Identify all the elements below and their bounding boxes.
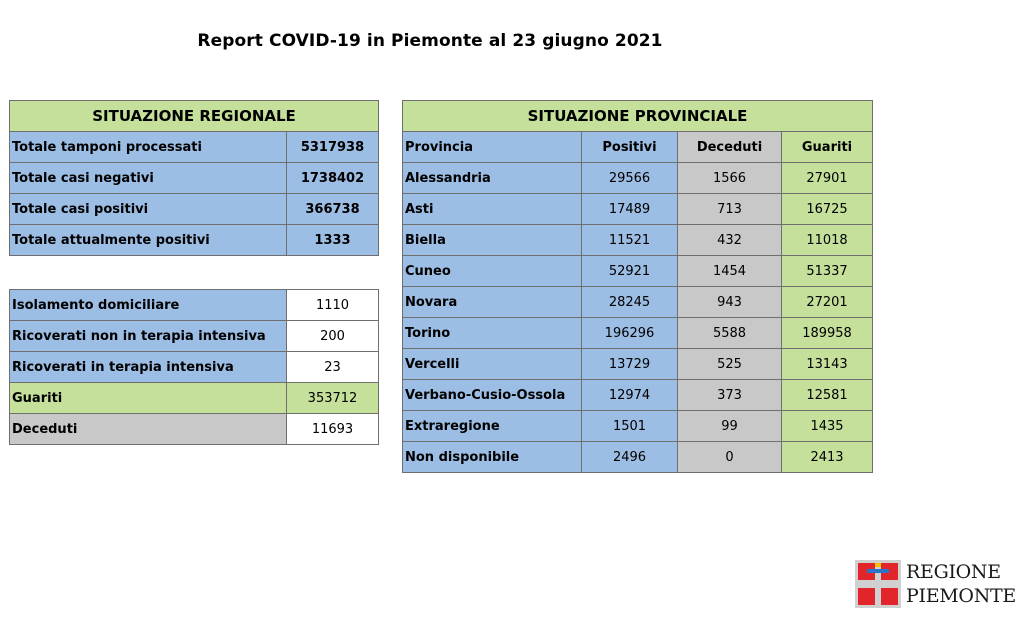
- table-row: [403, 380, 873, 411]
- row-label: Deceduti: [10, 414, 287, 445]
- table-row: [10, 225, 379, 256]
- table-row: [10, 414, 379, 445]
- provincial-table: [402, 100, 873, 473]
- cell-guariti: 189958: [782, 318, 873, 349]
- cell-provincia: Novara: [403, 287, 582, 318]
- cell-guariti: 16725: [782, 194, 873, 225]
- row-value: 366738: [287, 194, 379, 225]
- row-label: Ricoverati non in terapia intensiva: [10, 321, 287, 352]
- regione-piemonte-logo: [855, 560, 1015, 610]
- cell-guariti: 51337: [782, 256, 873, 287]
- table-row: [10, 194, 379, 225]
- cell-guariti: 27901: [782, 163, 873, 194]
- column-header-positivi: Positivi: [582, 132, 678, 163]
- cell-provincia: Cuneo: [403, 256, 582, 287]
- cell-positivi: 2496: [582, 442, 678, 473]
- row-label: Isolamento domiciliare: [10, 290, 287, 321]
- cell-provincia: Alessandria: [403, 163, 582, 194]
- regional-summary-table: [9, 100, 379, 256]
- table-row: [10, 383, 379, 414]
- cell-guariti: 12581: [782, 380, 873, 411]
- emblem-graphic: [855, 560, 901, 608]
- cell-deceduti: 713: [678, 194, 782, 225]
- cell-deceduti: 0: [678, 442, 782, 473]
- cell-guariti: 2413: [782, 442, 873, 473]
- table-row: [10, 352, 379, 383]
- table-row: [10, 321, 379, 352]
- cell-positivi: 13729: [582, 349, 678, 380]
- row-label: Totale casi positivi: [10, 194, 287, 225]
- row-value: 5317938: [287, 132, 379, 163]
- regione-piemonte-emblem-icon: [855, 560, 901, 608]
- table-header-row: [10, 101, 379, 132]
- page-title: Report COVID-19 in Piemonte al 23 giugno 2021: [197, 31, 663, 51]
- cell-positivi: 52921: [582, 256, 678, 287]
- cell-deceduti: 1566: [678, 163, 782, 194]
- cell-positivi: 28245: [582, 287, 678, 318]
- table-row: [403, 225, 873, 256]
- cell-guariti: 1435: [782, 411, 873, 442]
- cell-deceduti: 99: [678, 411, 782, 442]
- row-value: 1333: [287, 225, 379, 256]
- cell-provincia: Non disponibile: [403, 442, 582, 473]
- table-header-row: [403, 101, 873, 132]
- column-header-deceduti: Deceduti: [678, 132, 782, 163]
- row-label: Totale tamponi processati: [10, 132, 287, 163]
- cell-guariti: 13143: [782, 349, 873, 380]
- row-label: Totale casi negativi: [10, 163, 287, 194]
- cell-guariti: 27201: [782, 287, 873, 318]
- cell-provincia: Vercelli: [403, 349, 582, 380]
- cell-provincia: Verbano-Cusio-Ossola: [403, 380, 582, 411]
- logo-text: [906, 560, 1016, 608]
- cell-provincia: Asti: [403, 194, 582, 225]
- cell-deceduti: 5588: [678, 318, 782, 349]
- cell-deceduti: 432: [678, 225, 782, 256]
- table-row: [403, 411, 873, 442]
- regional-detail-table: [9, 289, 379, 445]
- cell-deceduti: 943: [678, 287, 782, 318]
- row-label: Ricoverati in terapia intensiva: [10, 352, 287, 383]
- cell-provincia: Torino: [403, 318, 582, 349]
- column-header-row: [403, 132, 873, 163]
- cell-guariti: 11018: [782, 225, 873, 256]
- cell-positivi: 11521: [582, 225, 678, 256]
- row-label: Guariti: [10, 383, 287, 414]
- cell-provincia: Biella: [403, 225, 582, 256]
- cell-positivi: 12974: [582, 380, 678, 411]
- column-header-provincia: Provincia: [403, 132, 582, 163]
- cell-positivi: 17489: [582, 194, 678, 225]
- cell-provincia: Extraregione: [403, 411, 582, 442]
- cell-deceduti: 525: [678, 349, 782, 380]
- table-row: [10, 290, 379, 321]
- table-row: [403, 349, 873, 380]
- row-label: Totale attualmente positivi: [10, 225, 287, 256]
- table-row: [403, 287, 873, 318]
- table-row: [403, 318, 873, 349]
- table-row: [10, 132, 379, 163]
- cell-positivi: 1501: [582, 411, 678, 442]
- table-row: [403, 256, 873, 287]
- row-value: 1110: [287, 290, 379, 321]
- table-row: [403, 442, 873, 473]
- table-row: [403, 194, 873, 225]
- table-row: [10, 163, 379, 194]
- cell-deceduti: 1454: [678, 256, 782, 287]
- regional-header: SITUAZIONE REGIONALE: [10, 101, 379, 132]
- row-value: 1738402: [287, 163, 379, 194]
- row-value: 200: [287, 321, 379, 352]
- cell-deceduti: 373: [678, 380, 782, 411]
- table-row: [403, 163, 873, 194]
- cell-positivi: 196296: [582, 318, 678, 349]
- cell-positivi: 29566: [582, 163, 678, 194]
- logo-line-piemonte: PIEMONTE: [906, 585, 1016, 607]
- provincial-header: SITUAZIONE PROVINCIALE: [403, 101, 873, 132]
- row-value: 23: [287, 352, 379, 383]
- logo-line-regione: REGIONE: [906, 561, 1001, 583]
- row-value: 353712: [287, 383, 379, 414]
- column-header-guariti: Guariti: [782, 132, 873, 163]
- row-value: 11693: [287, 414, 379, 445]
